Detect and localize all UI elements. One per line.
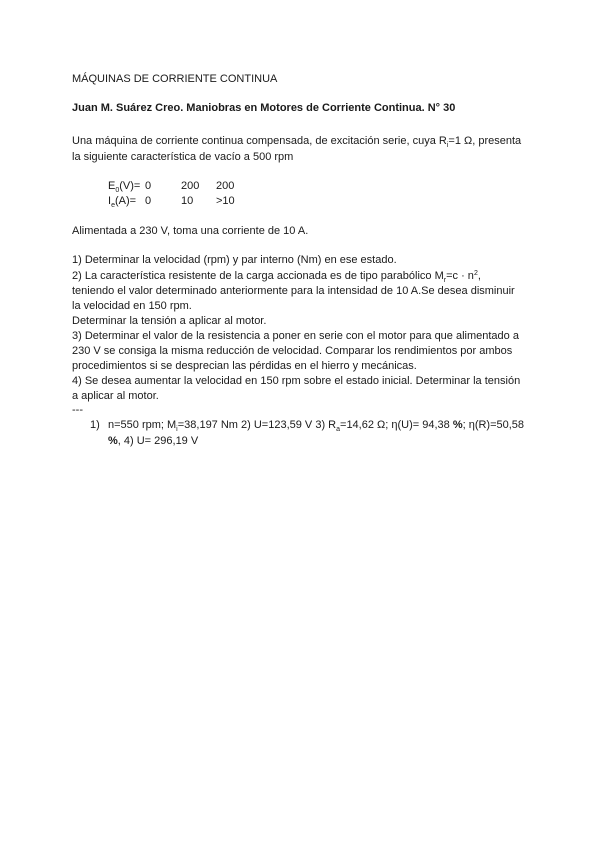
intro-line-1: Una máquina de corriente continua compensada, de excitación serie, cuya $R_i=1$ Ω, presenta xyxy=(72,135,522,149)
question-3-line-1: 3) Determinar el valor de la resistencia a poner en serie con el motor para que alimentado a xyxy=(72,330,519,342)
section-header: MÁQUINAS DE CORRIENTE CONTINUA xyxy=(72,73,278,85)
question-1: 1) Determinar la velocidad (rpm) y par interno (Nm) en ese estado. xyxy=(72,254,397,266)
table-cell: 10 xyxy=(181,195,194,207)
answers-line-1: n=550 rpm; $M_i=38,197$ Nm 2) U=123,59 V 3) $R_a=14,62$ Ω; η(U)= 94,38 %; η(R)=50,58 xyxy=(108,419,525,433)
table-cell: >10 xyxy=(216,195,235,207)
question-2-line-1: 2) La característica resistente de la carga accionada es de tipo parabólico $M_r=c \cdot n^2$, xyxy=(72,270,481,284)
question-2-line-2: teniendo el valor determinado anteriormente para la intensidad de 10 A.Se desea disminuir xyxy=(72,285,515,297)
table-cell: 200 xyxy=(181,180,200,192)
supply-statement: Alimentada a 230 V, toma una corriente de 10 A. xyxy=(72,225,309,237)
question-2-line-3: la velocidad en 150 rpm. xyxy=(72,300,192,312)
question-2-line-4: Determinar la tensión a aplicar al motor. xyxy=(72,315,267,327)
table-cell: 0 xyxy=(145,195,152,207)
answers-line-2: %, 4) U= 296,19 V xyxy=(108,435,199,447)
question-3-line-3: procedimientos si se desprecian las pérdidas en el hierro y mecánicas. xyxy=(72,360,417,372)
table-row-label: $E_0(V)=$ xyxy=(108,180,141,194)
table-cell: 200 xyxy=(216,180,235,192)
intro-line-2: la siguiente característica de vacío a 500 rpm xyxy=(72,151,294,163)
question-3-line-2: 230 V se consiga la misma reducción de velocidad. Comparar los rendimientos por ambos xyxy=(72,345,513,357)
answer-list-number: 1) xyxy=(90,419,100,431)
table-cell: 0 xyxy=(145,180,152,192)
separator: --‐ xyxy=(72,404,83,416)
question-4-line-1: 4) Se desea aumentar la velocidad en 150 rpm sobre el estado inicial. Determinar la tensión xyxy=(72,375,521,387)
question-4-line-2: a aplicar al motor. xyxy=(72,390,159,402)
document-title: Juan M. Suárez Creo. Maniobras en Motores de Corriente Continua. N° 30 xyxy=(72,102,456,114)
table-row-label: $I_e(A)=$ xyxy=(108,195,137,209)
